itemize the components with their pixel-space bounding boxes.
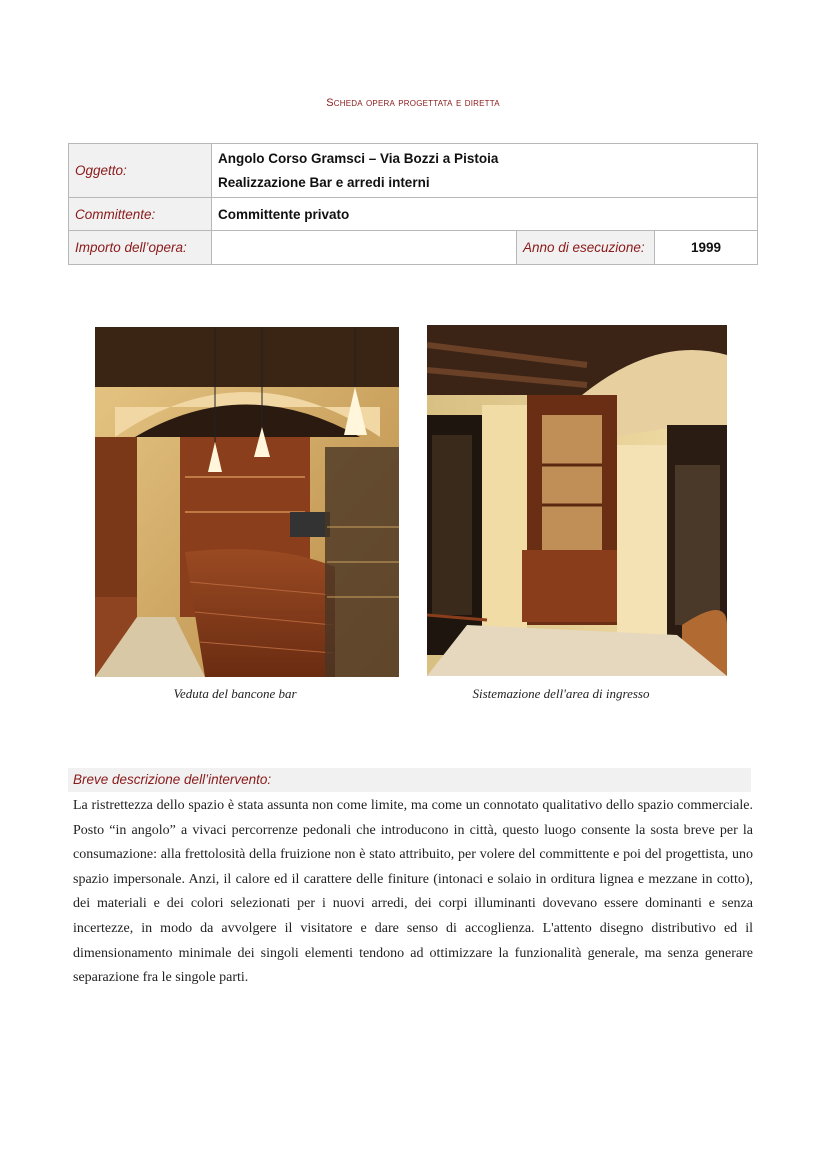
importo-label: Importo dell’opera: [69, 231, 212, 265]
importo-row [69, 231, 758, 265]
photo-bar-counter [95, 327, 399, 677]
photo-entrance-area [427, 325, 727, 676]
committente-row [69, 198, 758, 231]
description-heading: Breve descrizione dell’intervento: [68, 768, 751, 792]
anno-value: 1999 [655, 231, 758, 265]
description-text: La ristrettezza dello spazio è stata assunta non come limite, ma come un connotato qualitativo dello spazio commerciale. Posto “in angolo” a vivaci percorrenze pedonali che introducono in città, questo luogo consente la sosta breve per la consumazione: alla frettolosità della fruizione non è stato attribuito, per volere del committente e poi del progettista, uno spazio impersonale. Anzi, il calore ed il carattere delle finiture (intonaci e solaio in orditura lignea e mezzane in cotto), dei materiali e dei colori selezionati per i nuovi arredi, dei corpi illuminanti dovevano essere dominanti e senza incertezze, in modo da avvolgere il visitatore e dare senso di accoglienza. L'attento disegno distributivo ed il dimensionamento minimale dei singoli elementi tendono ad ottimizzare la funzionalità generale, ma senza generare separazione fra le singole parti. [73, 798, 753, 986]
oggetto-value [212, 144, 758, 198]
committente-label: Committente: [69, 198, 212, 231]
oggetto-row [69, 144, 758, 198]
oggetto-line-2: Realizzazione Bar e arredi interni [218, 174, 430, 190]
oggetto-line-1: Angolo Corso Gramsci – Via Bozzi a Pistoia [218, 150, 499, 166]
oggetto-label: Oggetto: [69, 144, 212, 198]
photo-caption-entrance-area: Sistemazione dell'area di ingresso [472, 686, 650, 701]
anno-label: Anno di esecuzione: [517, 231, 655, 265]
photo-caption-bar-counter: Veduta del bancone bar [173, 686, 297, 701]
document-header: Scheda opera progettata e diretta [326, 97, 500, 109]
project-info-table [68, 143, 758, 265]
importo-value [212, 231, 517, 265]
committente-value: Committente privato [212, 198, 758, 231]
